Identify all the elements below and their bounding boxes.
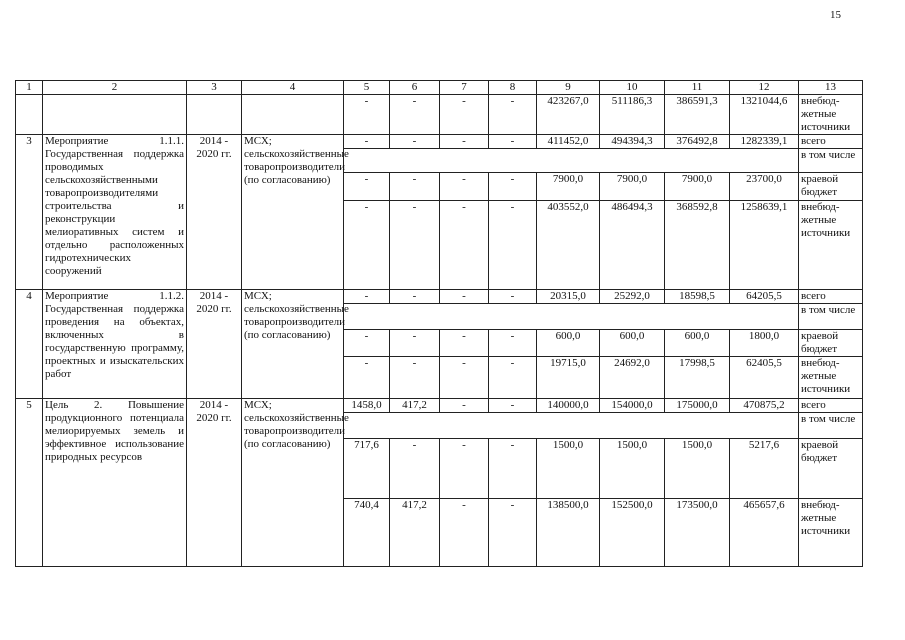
value-cell: - xyxy=(489,357,537,399)
value-cell: - xyxy=(344,290,390,304)
value-cell: - xyxy=(440,357,489,399)
row-number: 3 xyxy=(16,135,43,290)
value-cell: 7900,0 xyxy=(537,173,600,201)
source-cell: в том числе xyxy=(799,149,863,173)
table-row xyxy=(16,95,863,135)
value-cell: 417,2 xyxy=(390,499,440,567)
value-cell: - xyxy=(489,399,537,413)
period-cell: 2014 - 2020 гг. xyxy=(187,399,242,567)
header-cell: 12 xyxy=(730,81,799,95)
source-cell: краевой бюджет xyxy=(799,330,863,357)
value-cell: 18598,5 xyxy=(665,290,730,304)
period-cell xyxy=(187,95,242,135)
value-cell: - xyxy=(344,173,390,201)
value-cell: 175000,0 xyxy=(665,399,730,413)
value-cell: - xyxy=(344,201,390,290)
value-cell: - xyxy=(440,201,489,290)
source-cell: в том числе xyxy=(799,413,863,439)
header-cell: 1 xyxy=(16,81,43,95)
value-cell: - xyxy=(489,290,537,304)
value-cell: - xyxy=(440,439,489,499)
value-cell: 1458,0 xyxy=(344,399,390,413)
value-cell: 154000,0 xyxy=(600,399,665,413)
source-cell: в том числе xyxy=(799,304,863,330)
value-cell: - xyxy=(440,135,489,149)
value-cell: 376492,8 xyxy=(665,135,730,149)
header-cell: 13 xyxy=(799,81,863,95)
header-cell: 6 xyxy=(390,81,440,95)
value-cell: 140000,0 xyxy=(537,399,600,413)
executor-cell: МСХ; сельскохозяйственные товаропроизводители (по согласованию) xyxy=(242,135,344,290)
value-cell: - xyxy=(390,357,440,399)
value-cell: 1500,0 xyxy=(600,439,665,499)
value-cell: - xyxy=(390,135,440,149)
value-cell: 64205,5 xyxy=(730,290,799,304)
value-cell: - xyxy=(344,95,390,135)
row-number: 4 xyxy=(16,290,43,399)
value-cell: - xyxy=(440,499,489,567)
header-cell: 5 xyxy=(344,81,390,95)
empty-cell xyxy=(344,149,799,173)
source-cell: всего xyxy=(799,290,863,304)
value-cell: 173500,0 xyxy=(665,499,730,567)
value-cell: 486494,3 xyxy=(600,201,665,290)
value-cell: 600,0 xyxy=(665,330,730,357)
source-cell: краевой бюджет xyxy=(799,439,863,499)
empty-cell xyxy=(344,304,799,330)
value-cell: 5217,6 xyxy=(730,439,799,499)
table-row xyxy=(16,135,863,149)
header-cell: 11 xyxy=(665,81,730,95)
table-row xyxy=(16,290,863,304)
num-cell xyxy=(16,95,43,135)
value-cell: - xyxy=(344,330,390,357)
header-cell: 7 xyxy=(440,81,489,95)
value-cell: - xyxy=(390,439,440,499)
header-cell: 2 xyxy=(43,81,187,95)
value-cell: 1800,0 xyxy=(730,330,799,357)
value-cell: - xyxy=(489,95,537,135)
source-cell: внебюд-жетные источники xyxy=(799,357,863,399)
source-cell: краевой бюджет xyxy=(799,173,863,201)
value-cell: - xyxy=(390,201,440,290)
executor-cell: МСХ; сельскохозяйственные товаропроизводители (по согласованию) xyxy=(242,399,344,567)
measure-name: Мероприятие 1.1.1. Государственная поддержка проводимых сельскохозяйственными товаропроизводителями строительства и реконструкции мелиоративных систем и отдельно расположенных гидротехнических сооружений xyxy=(43,135,187,290)
source-cell: внебюд-жетные источники xyxy=(799,95,863,135)
value-cell: 7900,0 xyxy=(600,173,665,201)
row-number: 5 xyxy=(16,399,43,567)
value-cell: 717,6 xyxy=(344,439,390,499)
value-cell: - xyxy=(344,357,390,399)
header-cell: 8 xyxy=(489,81,537,95)
page-number: 15 xyxy=(830,9,841,21)
value-cell: 600,0 xyxy=(600,330,665,357)
value-cell: 23700,0 xyxy=(730,173,799,201)
value-cell: - xyxy=(390,173,440,201)
executor-cell: МСХ; сельскохозяйственные товаропроизводители (по согласованию) xyxy=(242,290,344,399)
header-row xyxy=(16,81,863,95)
value-cell: 25292,0 xyxy=(600,290,665,304)
value-cell: 1258639,1 xyxy=(730,201,799,290)
measure-name: Цель 2. Повышение продукционного потенциала мелиорируемых земель и эффективное использование природных ресурсов xyxy=(43,399,187,567)
value-cell: 386591,3 xyxy=(665,95,730,135)
value-cell: 7900,0 xyxy=(665,173,730,201)
header-cell: 10 xyxy=(600,81,665,95)
value-cell: - xyxy=(390,330,440,357)
table-row xyxy=(16,399,863,413)
period-cell: 2014 - 2020 гг. xyxy=(187,290,242,399)
value-cell: 17998,5 xyxy=(665,357,730,399)
value-cell: - xyxy=(440,330,489,357)
executor-cell xyxy=(242,95,344,135)
value-cell: 19715,0 xyxy=(537,357,600,399)
source-cell: всего xyxy=(799,399,863,413)
program-funding-table xyxy=(15,80,863,567)
value-cell: 511186,3 xyxy=(600,95,665,135)
value-cell: - xyxy=(489,173,537,201)
value-cell: - xyxy=(440,173,489,201)
measure-name: Мероприятие 1.1.2. Государственная поддержка проведения на объектах, включенных в государственную программу, проектных и изыскательских работ xyxy=(43,290,187,399)
value-cell: - xyxy=(489,201,537,290)
value-cell: 411452,0 xyxy=(537,135,600,149)
period-cell: 2014 - 2020 гг. xyxy=(187,135,242,290)
value-cell: 494394,3 xyxy=(600,135,665,149)
value-cell: - xyxy=(344,135,390,149)
value-cell: - xyxy=(489,439,537,499)
value-cell: - xyxy=(440,399,489,413)
value-cell: 152500,0 xyxy=(600,499,665,567)
value-cell: 600,0 xyxy=(537,330,600,357)
name-cell xyxy=(43,95,187,135)
header-cell: 3 xyxy=(187,81,242,95)
header-cell: 9 xyxy=(537,81,600,95)
value-cell: 465657,6 xyxy=(730,499,799,567)
value-cell: 1321044,6 xyxy=(730,95,799,135)
value-cell: 368592,8 xyxy=(665,201,730,290)
source-cell: внебюд-жетные источники xyxy=(799,201,863,290)
value-cell: 24692,0 xyxy=(600,357,665,399)
empty-cell xyxy=(344,413,799,439)
value-cell: - xyxy=(489,135,537,149)
value-cell: 1282339,1 xyxy=(730,135,799,149)
source-cell: всего xyxy=(799,135,863,149)
value-cell: 740,4 xyxy=(344,499,390,567)
value-cell: 20315,0 xyxy=(537,290,600,304)
value-cell: - xyxy=(390,290,440,304)
value-cell: 138500,0 xyxy=(537,499,600,567)
value-cell: 1500,0 xyxy=(665,439,730,499)
value-cell: - xyxy=(489,330,537,357)
value-cell: 423267,0 xyxy=(537,95,600,135)
value-cell: 62405,5 xyxy=(730,357,799,399)
value-cell: 470875,2 xyxy=(730,399,799,413)
value-cell: - xyxy=(390,95,440,135)
value-cell: 417,2 xyxy=(390,399,440,413)
header-cell: 4 xyxy=(242,81,344,95)
value-cell: - xyxy=(440,95,489,135)
value-cell: 1500,0 xyxy=(537,439,600,499)
value-cell: - xyxy=(489,499,537,567)
value-cell: - xyxy=(440,290,489,304)
value-cell: 403552,0 xyxy=(537,201,600,290)
source-cell: внебюд-жетные источники xyxy=(799,499,863,567)
